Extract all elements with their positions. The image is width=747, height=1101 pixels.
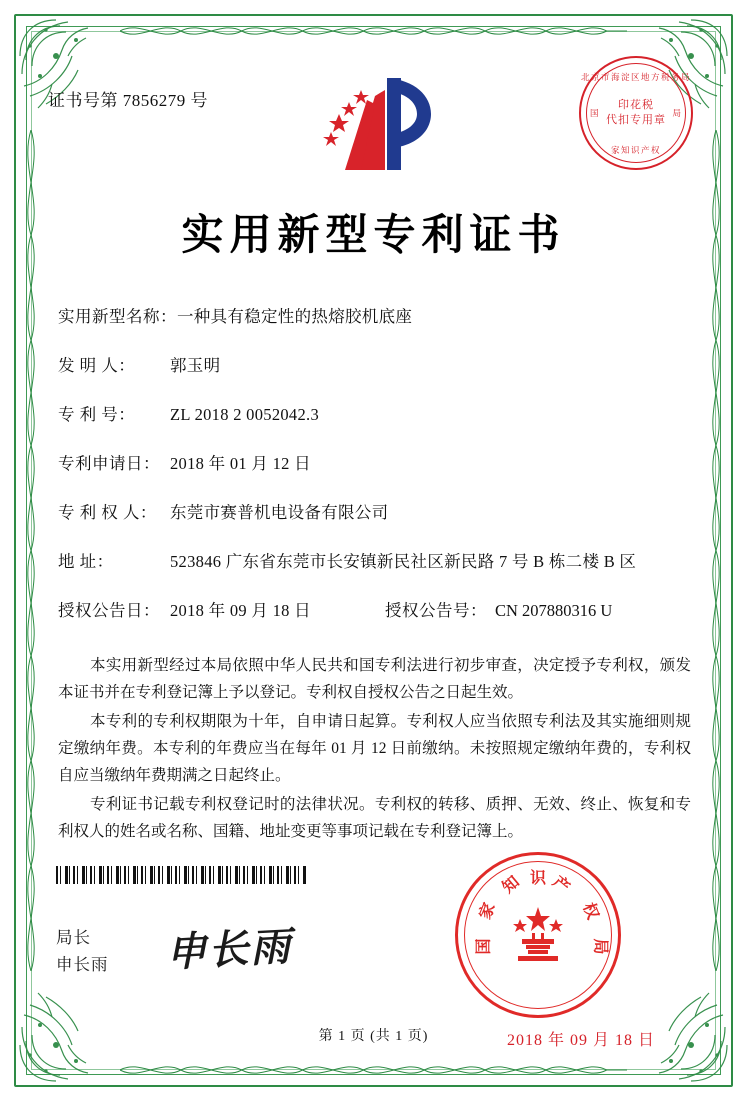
certificate-content [48,52,699,1053]
seal-date: 2018 年 09 月 18 日 [506,1032,655,1049]
field-label: 专 利 权 人： [58,503,157,522]
stamp-side-right: 局 [672,108,682,118]
field-value: 一种具有稳定性的热熔胶机底座 [177,307,413,326]
legal-text [58,652,691,847]
field-value: 2018 年 09 月 18 日 [170,601,311,620]
page-footer: 第 1 页 (共 1 页) [318,1029,429,1044]
paragraph: 专利证书记载专利权登记时的法律状况。专利权的转移、质押、无效、终止、恢复和专利权人的姓名或名称、国籍、地址变更等事项记载在专利登记簿上。 [58,796,691,840]
field-label: 专 利 号： [58,405,136,424]
stamp-middle [581,98,691,128]
field-utility-model-name [58,305,695,329]
field-label: 地 址： [58,552,114,571]
stamp-arc-bottom: 家知识产权 [610,145,661,155]
national-emblem-icon [502,899,574,971]
field-label: 授权公告日： [58,601,160,620]
field-grant-announcement [58,599,695,623]
paragraph: 本实用新型经过本局依照中华人民共和国专利法进行初步审查，决定授予专利权，颁发本证书并在专利登记簿上予以登记。专利权自授权公告之日起生效。 [58,657,691,701]
field-value: 郭玉明 [170,356,221,375]
cnipa-logo-icon [309,70,439,180]
seal-character: 局 [591,938,611,955]
stamp-side-left: 国 [590,108,600,118]
signer-role: 局长 [56,928,91,947]
field-label: 发 明 人： [58,356,136,375]
field-inventor [58,354,695,378]
handwritten-signature: 申长雨 [165,922,294,977]
seal-character: 家 [475,899,499,922]
border-vine-icon [120,1057,627,1083]
field-label-secondary: 授权公告号： [384,601,487,620]
official-seal [455,852,621,1018]
seal-character: 产 [549,871,574,897]
stamp-line-1: 印花税 [618,99,654,111]
seal-character: 国 [473,938,493,955]
page-title: 实用新型专利证书 [181,210,566,259]
seal-character: 权 [579,899,603,922]
tax-stamp [579,56,693,170]
paragraph: 本专利的专利权期限为十年，自申请日起算。专利权人应当依照专利法及其实施细则规定缴纳年费。本专利的年费应当在每年 01 月 12 日前缴纳。未按照规定缴纳年费的，专利权自应当缴纳年费期满之日起终止。 [58,713,691,784]
border-vine-icon [18,130,44,971]
seal-character: 识 [529,868,547,887]
stamp-line-2: 代扣专用章 [606,114,666,126]
field-application-date [58,452,695,476]
field-label: 专利申请日： [58,454,160,473]
field-value: 2018 年 01 月 12 日 [170,454,311,473]
field-value-secondary: CN 207880316 U [494,601,613,620]
field-patent-number [58,403,695,427]
barcode [56,866,306,884]
field-value: 523846 广东省东莞市长安镇新民社区新民路 7 号 B 栋二楼 B 区 [170,552,637,571]
field-list [58,305,695,648]
border-vine-icon [703,130,729,971]
signature-block [56,924,109,978]
seal-character: 知 [498,871,523,897]
field-patentee [58,501,695,525]
field-value: 东莞市赛普机电设备有限公司 [170,503,389,522]
signer-name: 申长雨 [56,955,109,974]
certificate-number: 证书号第 7856279 号 [48,91,208,110]
field-label: 实用新型名称： [58,307,177,326]
border-vine-icon [120,18,627,44]
stamp-arc-top: 北京市海淀区地方税务局 [581,72,692,82]
field-address [58,550,695,574]
field-value: ZL 2018 2 0052042.3 [170,405,319,424]
